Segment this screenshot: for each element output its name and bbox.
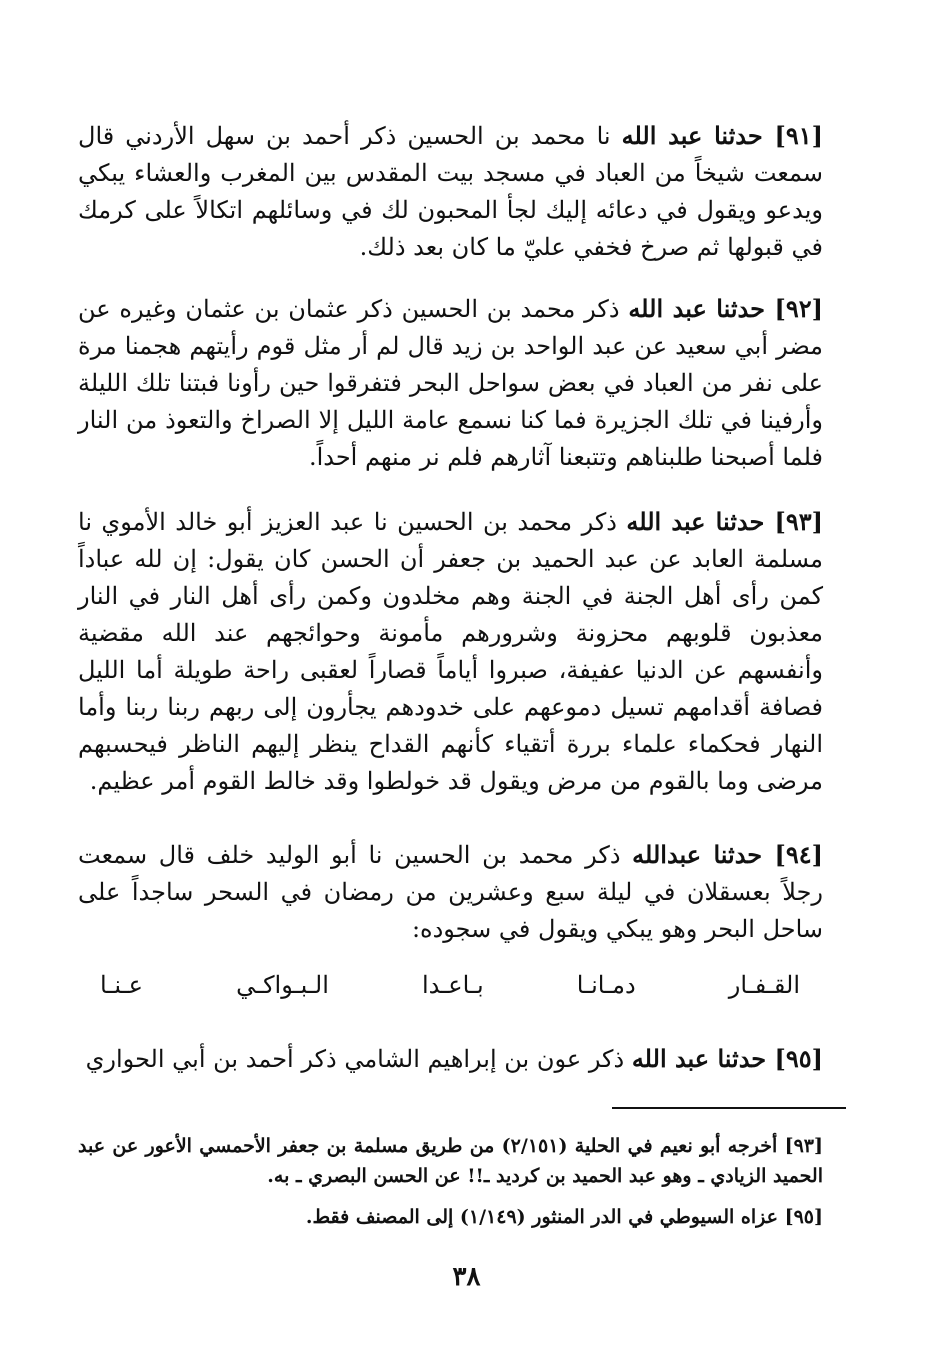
paragraph-91 [78,117,823,266]
paragraph-91-text: نا محمد بن الحسين ذكر أحمد بن سهل الأردني قال سمعت شيخاً من العباد في مسجد بيت المقدس بين المغرب والعشاء يبكي ويدعو ويقول في دعائه إليك لجأ المحبون لك في وسائلهم اتكالاً على كرمك في قبولها ثم صرخ فخفي عليّ ما كان بعد ذلك. [78,122,823,261]
paragraph-92-text: ذكر محمد بن الحسين ذكر عثمان بن عثمان وغيره عن مضر أبي سعيد عن عبد الواحد بن زيد قال لم أر مثل قوم رأيتهم هجمنا مرة على نفر من العباد في بعض سواحل البحر فتفرقوا حين رأونا فبتنا تلك الليلة وأرفينا في تلك الجزيرة فما كنا نسمع عامة الليل إلا الصراخ والتعوذ من النار فلما أصبحنا طلبناهم وتتبعنا آثارهم فلم نر منهم أحداً. [78,295,824,471]
verse-word: بـاعـدا [421,971,484,999]
verse-word: القـفـار [728,971,800,999]
footnote-95: [٩٥] عزاه السيوطي في الدر المنثور (١/١٤٩) إلى المصنف فقط. [305,1206,823,1228]
poem-verse [100,965,800,1005]
paragraph-95 [78,1040,823,1078]
paragraph-92 [78,290,823,476]
paragraph-93-heading: [٩٣] حدثنا عبد الله [626,507,823,536]
paragraph-92-heading: [٩٢] حدثنا عبد الله [628,294,823,323]
paragraph-95-heading: [٩٥] حدثنا عبد الله [631,1044,823,1073]
page-number: ٣٨ [452,1262,481,1292]
paragraph-93 [78,503,823,800]
paragraph-91-heading: [٩١] حدثنا عبد الله [621,121,823,150]
paragraph-94-text: ذكر محمد بن الحسين نا أبو الوليد خلف قال سمعت رجلاً بعسقلان في ليلة سبع وعشرين من رمضان في السحر ساجداً على ساحل البحر وهو يبكي ويقول في سجوده: [78,841,823,943]
footnote-93: [٩٣] أخرجه أبو نعيم في الحلية (٢/١٥١) من طريق مسلمة بن جعفر الأحمسي الأعور عن عبد الحميد الزيادي ـ وهو عبد الحميد بن كرديد ـ!! عن الحسن البصري ـ به. [78,1135,823,1187]
verse-word: عـنـا [100,971,143,999]
footnote-divider [612,1107,846,1109]
paragraph-94-heading: [٩٤] حدثنا عبدالله [632,840,824,869]
paragraph-95-text: ذكر عون بن إبراهيم الشامي ذكر أحمد بن أبي الحواري [85,1045,632,1073]
verse-word: الـبـواكـي [236,971,329,999]
paragraph-93-text: ذكر محمد بن الحسين نا عبد العزيز أبو خالد الأموي نا مسلمة العابد عن عبد الحميد بن جعفر أن الحسن كان يقول: إن لله عباداً كمن رأى أهل الجنة في الجنة وهم مخلدون وكمن رأى أهل النار في النار معذبون قلوبهم محزونة وشرورهم مأمونة وحوائجهم عند الله مقضية وأنفسهم عن الدنيا عفيفة، صبروا أياماً قصاراً لعقبى راحة طويلة أما الليل فصافة أقدامهم تسيل دموعهم على خدودهم يجأرون إلى ربهم ربنا ربنا وأما النهار فحكماء علماء بررة أتقياء كأنهم القداح ينظر إليهم الناظر فيحسبهم مرضى وما بالقوم من مرض ويقول قد خولطوا وقد خالط القوم أمر عظيم. [78,508,823,795]
paragraph-94 [78,836,823,948]
verse-word: دمـانـا [576,971,636,999]
